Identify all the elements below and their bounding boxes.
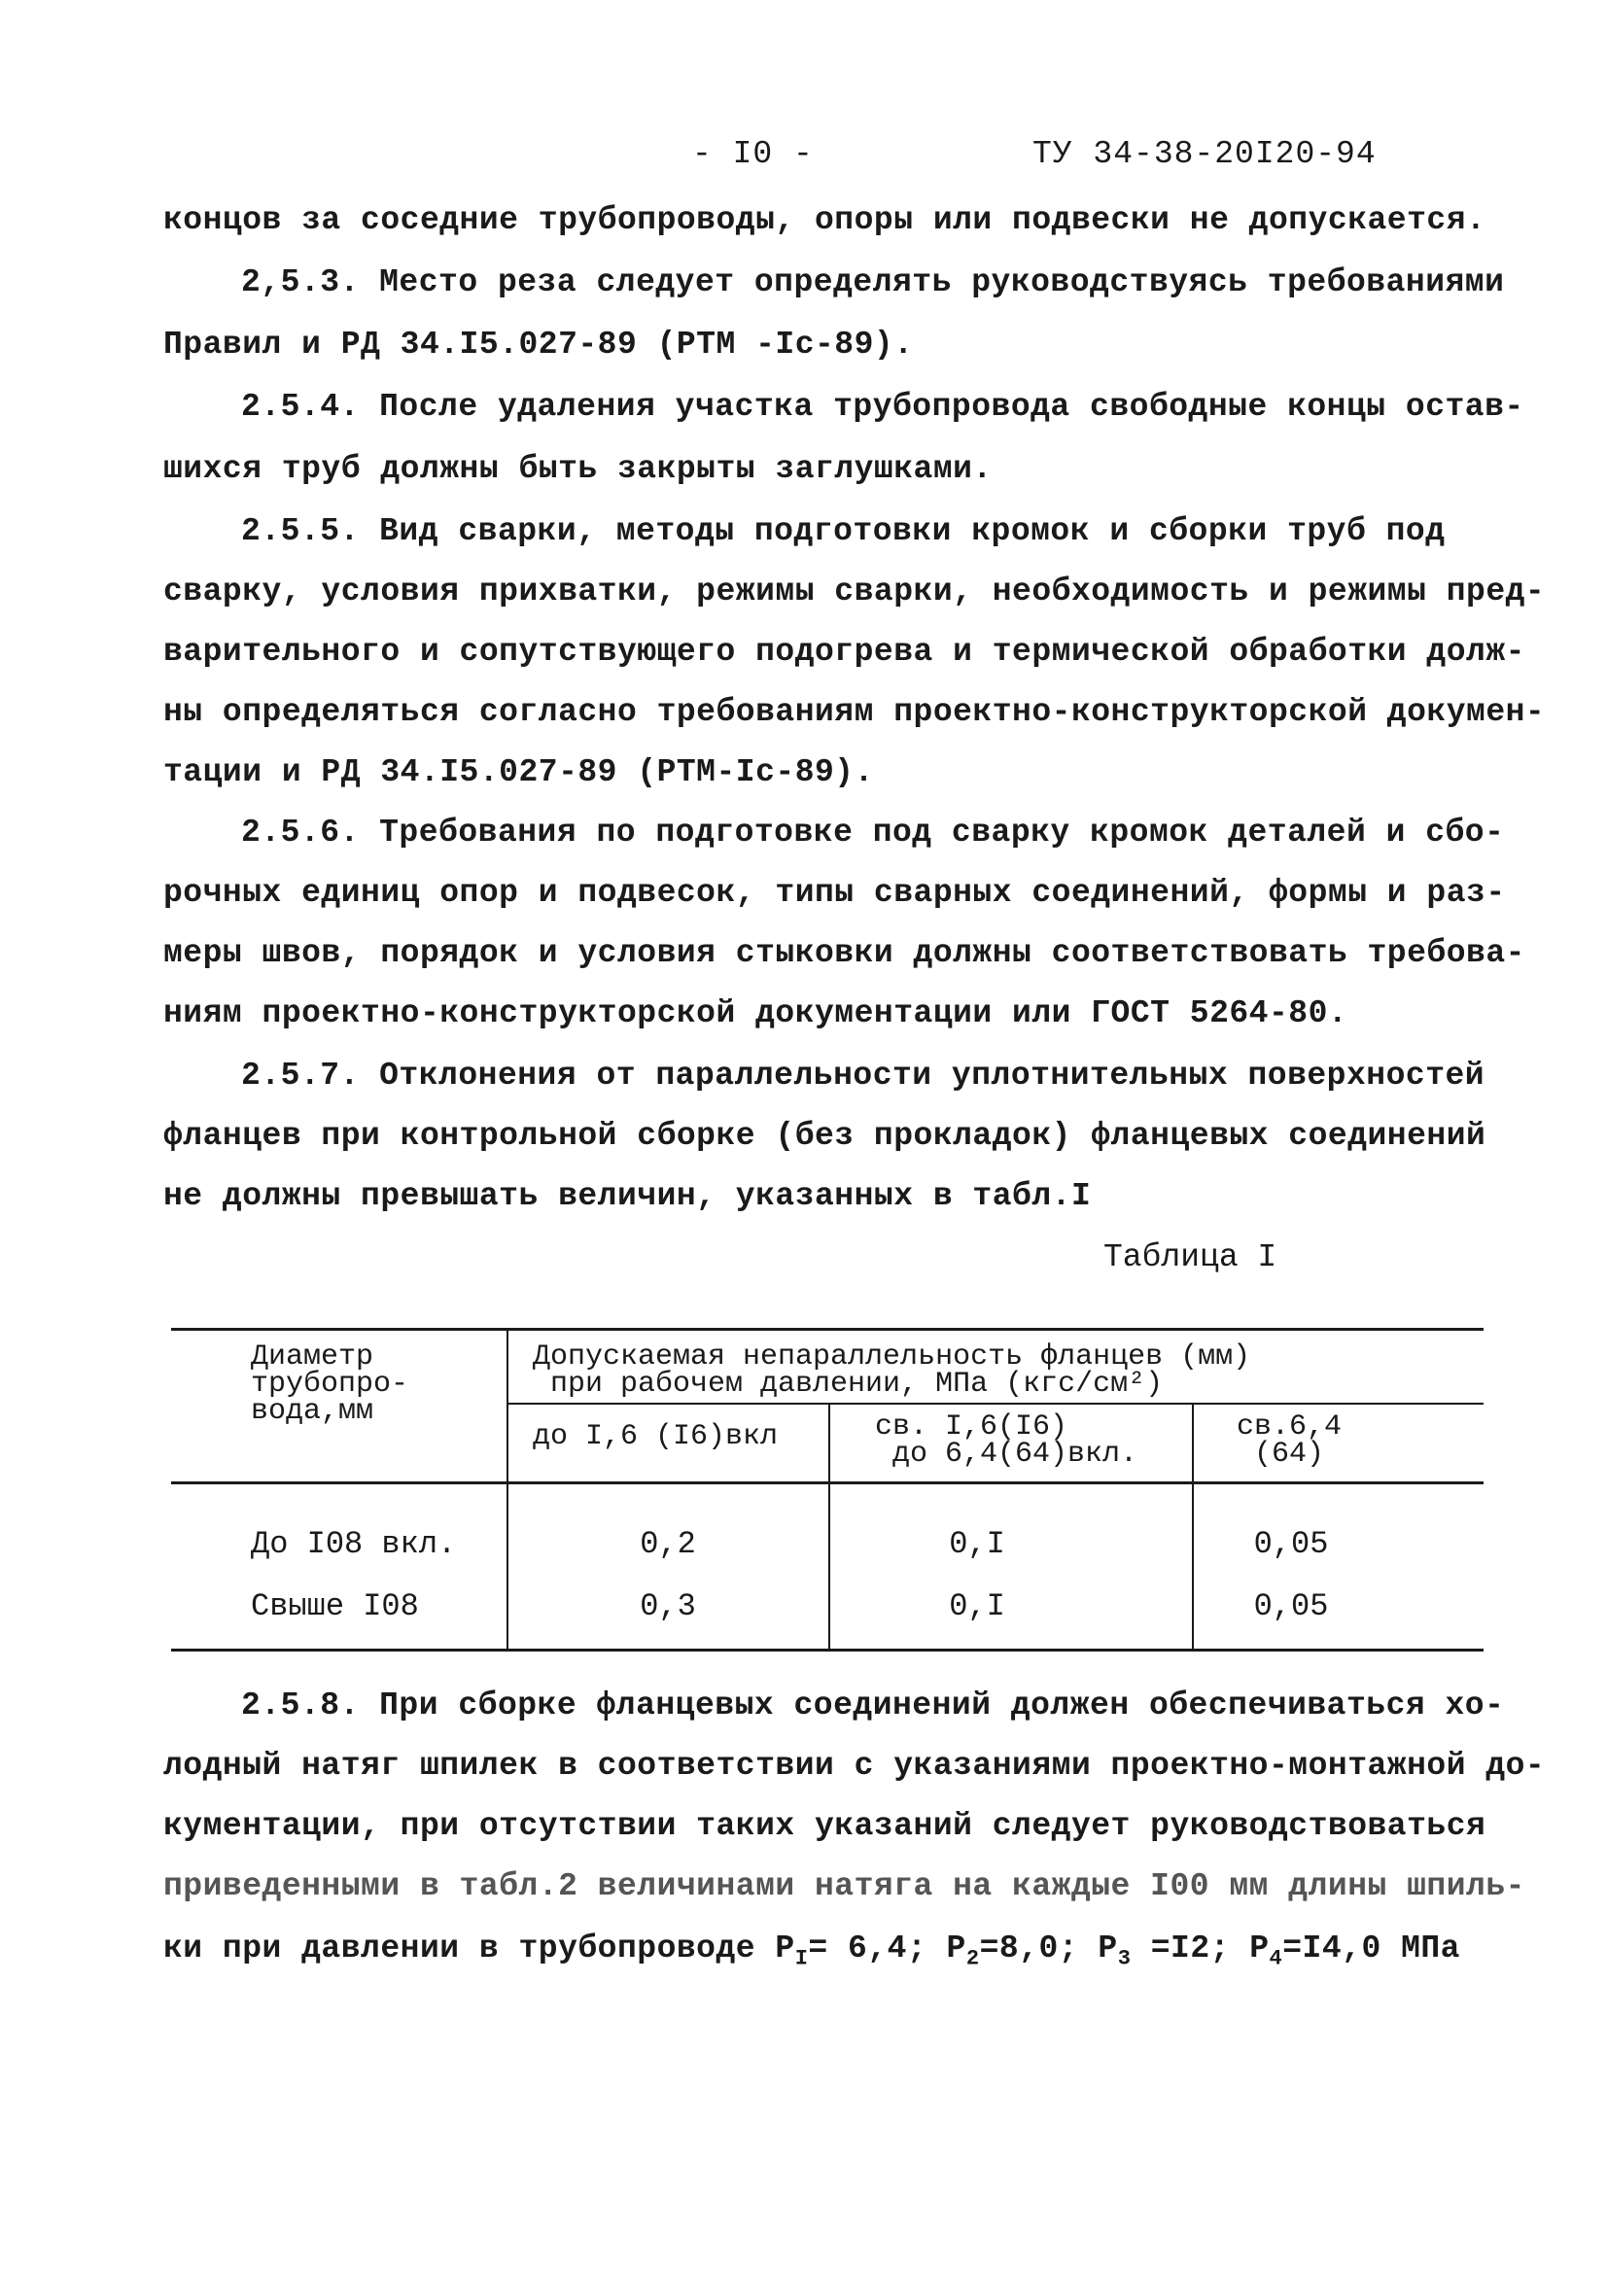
- pressure-value: =I2;: [1131, 1931, 1250, 1966]
- text-line: концов за соседние трубопроводы, опоры или подвески не допускается.: [163, 202, 1486, 238]
- header-nonparallelism: Допускаемая непараллельность фланцев (мм) при рабочем давлении, МПа (кгс/см²): [533, 1340, 1251, 1401]
- table-cell: 0,05: [1253, 1526, 1329, 1562]
- pressure-value: =I4,0 МПа: [1282, 1931, 1460, 1966]
- text-line: приведенными в табл.2 величинами натяга на каждые I00 мм длины шпиль-: [163, 1868, 1525, 1904]
- text-line: варительного и сопутствующего подогрева и термической обработки долж-: [163, 634, 1525, 670]
- document-code: ТУ 34-38-20I20-94: [1032, 136, 1377, 172]
- row-label: Свыше I08: [251, 1588, 419, 1624]
- text-line: не должны превышать величин, указанных в табл.I: [163, 1178, 1092, 1214]
- table-header-rule: [171, 1481, 1484, 1484]
- table-cell: 0,2: [640, 1526, 696, 1562]
- table-bottom-rule: [171, 1649, 1484, 1652]
- pressure-symbol: P: [775, 1931, 795, 1966]
- table-caption: Таблица I: [1103, 1239, 1277, 1275]
- text-line: шихся труб должны быть закрыты заглушками.: [163, 451, 993, 487]
- text-fragment: ки при давлении в трубопроводе: [163, 1931, 776, 1966]
- text-line: ниям проектно-конструкторской документации или ГОСТ 5264-80.: [163, 995, 1348, 1031]
- table-top-rule: [171, 1328, 1484, 1331]
- text-line: 2,5.3. Место реза следует определять руководствуясь требованиями: [241, 264, 1505, 300]
- text-line: 2.5.8. При сборке фланцевых соединений должен обеспечиваться хо-: [241, 1687, 1505, 1723]
- text-line: 2.5.4. После удаления участка трубопровода свободные концы остав-: [241, 389, 1524, 425]
- table-cell: 0,I: [949, 1526, 1005, 1562]
- text-line: кументации, при отсутствии таких указаний следует руководствоваться: [163, 1808, 1486, 1844]
- text-line: Правил и РД 34.I5.027-89 (РТМ -Iс-89).: [163, 327, 914, 363]
- column-divider: [828, 1404, 830, 1649]
- subheader-col3: св.6,4 (64): [1237, 1410, 1343, 1471]
- pressure-subscript: 3: [1117, 1946, 1132, 1971]
- table-cell: 0,3: [640, 1588, 696, 1624]
- table-cell: 0,05: [1253, 1588, 1329, 1624]
- text-line: меры швов, порядок и условия стыковки должны соответствовать требова-: [163, 935, 1525, 971]
- text-line: ны определяться согласно требованиям проектно-конструкторской докумен-: [163, 694, 1546, 730]
- text-line: 2.5.7. Отклонения от параллельности уплотнительных поверхностей: [241, 1058, 1485, 1094]
- subheader-col2: св. I,6(I6) до 6,4(64)вкл.: [875, 1410, 1138, 1471]
- text-line: фланцев при контрольной сборке (без прокладок) фланцевых соединений: [163, 1118, 1486, 1154]
- text-line: сварку, условия прихватки, режимы сварки, необходимость и режимы пред-: [163, 574, 1546, 609]
- text-line: лодный натяг шпилек в соответствии с указаниями проектно-монтажной до-: [163, 1748, 1546, 1784]
- text-line-pressures: [163, 1931, 1460, 1971]
- page-number: - I0 -: [692, 136, 814, 172]
- column-divider: [507, 1331, 508, 1649]
- pressure-symbol: P: [1249, 1931, 1270, 1966]
- table-cell: 0,I: [949, 1588, 1005, 1624]
- pressure-symbol: P: [1098, 1931, 1118, 1966]
- pressure-subscript: 2: [965, 1946, 980, 1971]
- text-line: тации и РД 34.I5.027-89 (РТМ-Iс-89).: [163, 754, 874, 790]
- header-diameter: Диаметр трубопро- вода,мм: [251, 1340, 409, 1428]
- subheader-col1: до I,6 (I6)вкл: [533, 1420, 779, 1453]
- pressure-symbol: P: [946, 1931, 966, 1966]
- row-label: До I08 вкл.: [251, 1526, 457, 1562]
- text-line: 2.5.5. Вид сварки, методы подготовки кромок и сборки труб под: [241, 513, 1446, 549]
- pressure-subscript: I: [794, 1946, 809, 1971]
- pressure-subscript: 4: [1269, 1946, 1283, 1971]
- text-line: рочных единиц опор и подвесок, типы сварных соединений, формы и раз-: [163, 875, 1506, 911]
- pressure-value: =8,0;: [979, 1931, 1099, 1966]
- pressure-value: = 6,4;: [808, 1931, 947, 1966]
- text-line: 2.5.6. Требования по подготовке под сварку кромок деталей и сбо-: [241, 815, 1505, 851]
- subheader-rule: [507, 1403, 1484, 1405]
